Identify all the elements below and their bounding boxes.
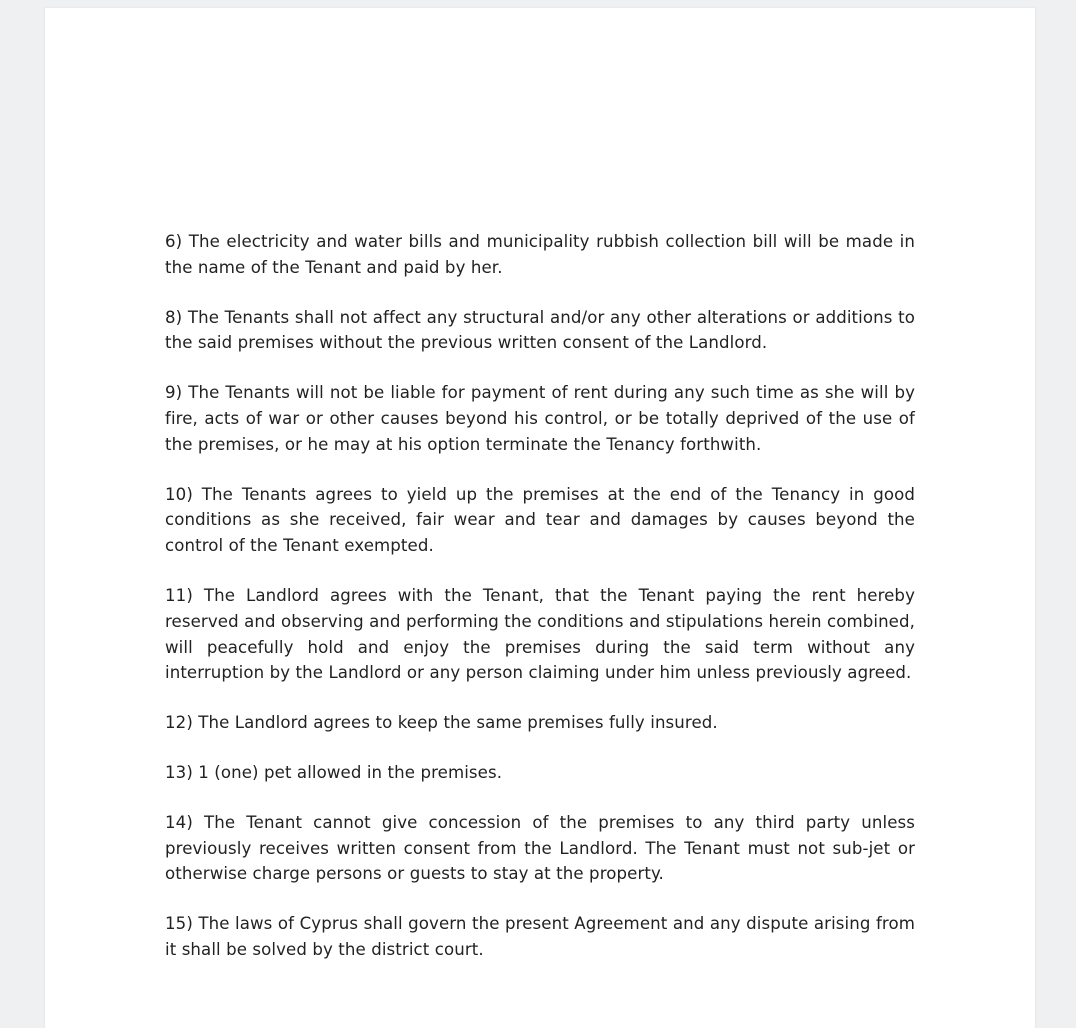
clause-9: 9) The Tenants will not be liable for payment of rent during any such time as she will by fire, acts of war or other causes beyond his control, or be totally deprived of the use of the premises, or he may at his option terminate the Tenancy forthwith. [165,383,915,454]
document-page [45,8,1035,1028]
clause-6: 6) The electricity and water bills and municipality rubbish collection bill will be made in the name of the Tenant and paid by her. [165,232,915,277]
clause-8: 8) The Tenants shall not affect any structural and/or any other alterations or additions to the said premises without the previous written consent of the Landlord. [165,307,915,353]
document-body [165,229,915,987]
clause-11: 11) The Landlord agrees with the Tenant, that the Tenant paying the rent hereby reserved and observing and performing the conditions and stipulations herein combined, will peacefully hold and enjoy the premises during the said term without any interruption by the Landlord or any person claiming under him unless previously agreed. [165,585,915,683]
clause-15: 15) The laws of Cyprus shall govern the present Agreement and any dispute arising from it shall be solved by the district court. [165,914,915,959]
clause-14: 14) The Tenant cannot give concession of the premises to any third party unless previously receives written consent from the Landlord. The Tenant must not sub-jet or otherwise charge persons or guests to stay at the property. [165,812,915,884]
clause-13: 13) 1 (one) pet allowed in the premises. [165,762,503,782]
clause-12: 12) The Landlord agrees to keep the same premises fully insured. [165,713,718,733]
clause-10: 10) The Tenants agrees to yield up the premises at the end of the Tenancy in good conditions as she received, fair wear and tear and damages by causes beyond the control of the Tenant exempted. [165,484,915,556]
